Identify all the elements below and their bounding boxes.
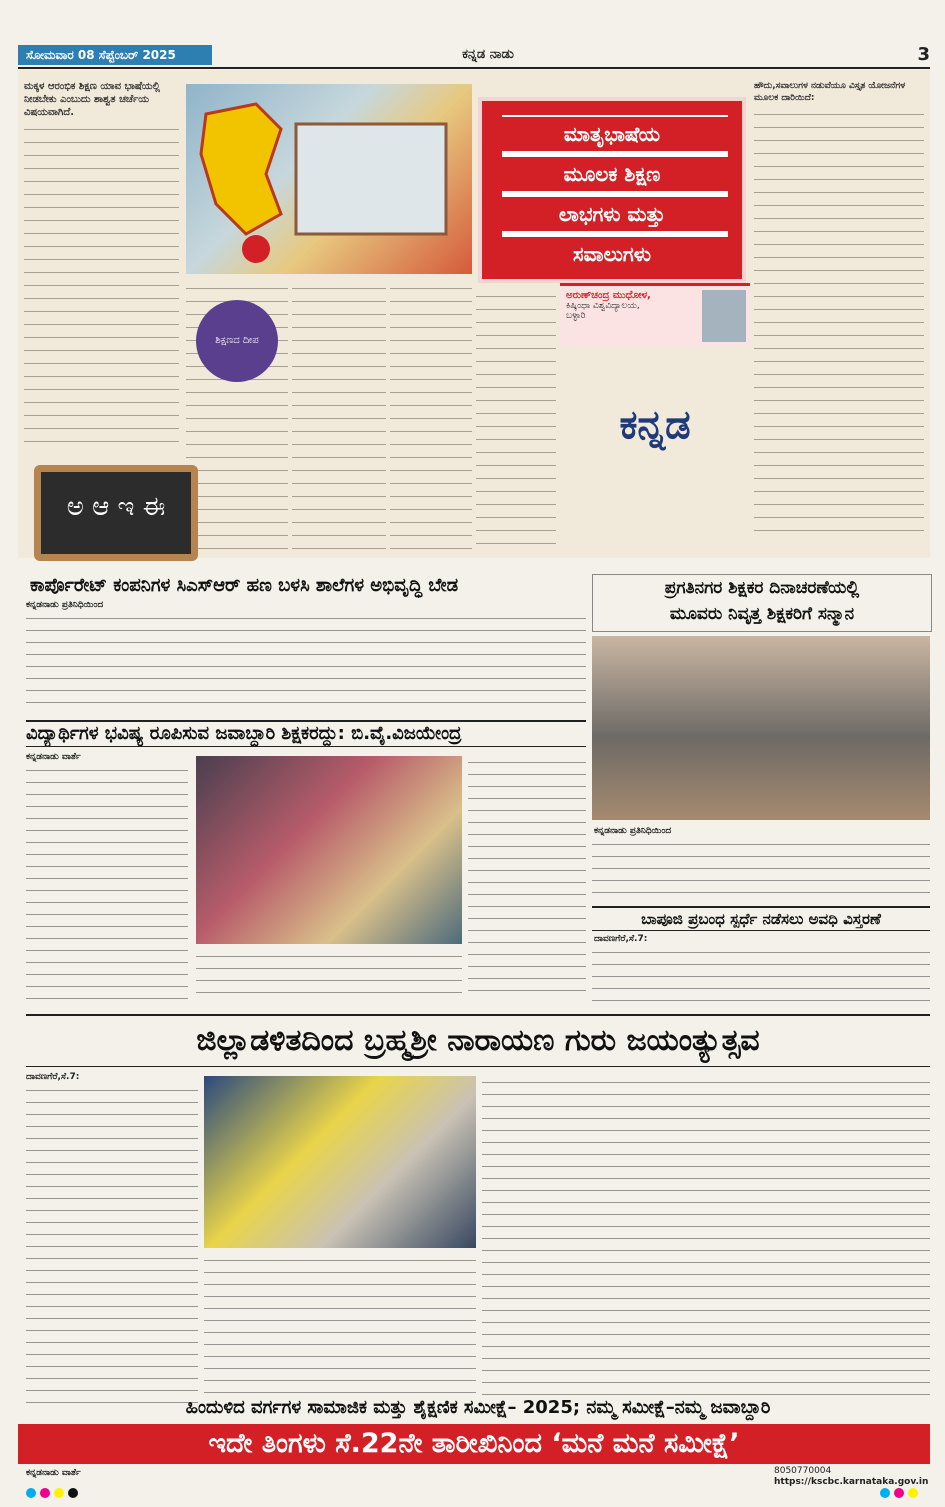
vijayendra-body-col-3 (468, 756, 586, 1002)
page-header (18, 45, 930, 69)
author-box (560, 283, 750, 346)
registration-dot-magenta (40, 1488, 50, 1498)
feature-right-lines (754, 108, 924, 538)
bapuji-dateline: ದಾವಣಗೆರೆ,ಸೆ.7: (594, 934, 648, 944)
feature-title-line-2: ಮೂಲಕ ಶಿಕ್ಷಣ (488, 157, 736, 191)
education-logo (196, 300, 278, 382)
csr-headline: ಕಾರ್ಪೊರೇಟ್ ಕಂಪನಿಗಳ ಸಿಎಸ್‌ಆರ್ ಹಣ ಬಳಸಿ ಶಾಲೆಗಳ ಅಭಿವೃದ್ಧಿ ಬೇಡ (30, 575, 459, 596)
feature-body-lines (24, 123, 179, 453)
bapuji-body (592, 946, 930, 1002)
narayana-body-col-2 (204, 1254, 476, 1404)
narayana-photo (204, 1076, 476, 1248)
classroom-illustration (186, 84, 472, 274)
author-affiliation: ಕಿಷ್ಕಿಂಧಾ ವಿಶ್ವವಿದ್ಯಾಲಯ, (566, 301, 640, 311)
registration-dot-yellow-right (908, 1488, 918, 1498)
page-number: 3 (917, 44, 930, 65)
slate-text: ಅ ಆ ಇ ಈ (66, 492, 166, 522)
feature-intro-text: ಮಕ್ಕಳ ಆರಂಭಿಕ ಶಿಕ್ಷಣ ಯಾವ ಭಾಷೆಯಲ್ಲಿ ನೀಡಬೇಕು ಎಂಬುದು ಶಾಶ್ವತ ಚರ್ಚೆಯ ವಿಷಯವಾಗಿದೆ. (24, 81, 161, 118)
vijayendra-body-col-2 (196, 950, 462, 1002)
feature-column-4 (390, 282, 472, 554)
pragati-body (592, 838, 930, 898)
map-illustration-icon (186, 84, 472, 274)
slate-illustration (34, 465, 198, 561)
logo-text: ಶಿಕ್ಷಣದ ದೀಪ (215, 335, 259, 346)
author-photo (702, 290, 746, 342)
registration-dot-cyan-right (880, 1488, 890, 1498)
registration-dot-magenta-right (894, 1488, 904, 1498)
masthead-brand: ಕನ್ನಡ ನಾಡು (462, 47, 514, 62)
pragati-headline-line-2: ಮೂವರು ನಿವೃತ್ತ ಶಿಕ್ಷಕರಿಗೆ ಸನ್ಮಾನ (669, 604, 855, 624)
pragati-headline-box (592, 574, 932, 632)
feature-title-box (478, 97, 746, 283)
vijayendra-headline: ವಿದ್ಯಾರ್ಥಿಗಳ ಭವಿಷ್ಯ ರೂಪಿಸುವ ಜವಾಬ್ದಾರಿ ಶಿಕ್ಷಕರದ್ದು: ಬಿ.ವೈ.ವಿಜಯೇಂದ್ರ (26, 720, 586, 747)
csr-body (26, 612, 586, 712)
feature-right-heading: ಹೌದು,ಸವಾಲುಗಳ ನಡುವೆಯೂ ವಿಸ್ತೃತ ಯೋಜನೆಗಳ ಮೂಲಕ ದಾರಿಯಿದೆ: (754, 81, 906, 103)
kannada-word-cloud (560, 350, 750, 520)
vijayendra-photo (196, 756, 462, 944)
feature-title-line-3: ಲಾಭಗಳು ಮತ್ತು (488, 197, 736, 231)
survey-banner-line-1: ಹಿಂದುಳಿದ ವರ್ಗಗಳ ಸಾಮಾಜಿಕ ಮತ್ತು ಶೈಕ್ಷಣಿಕ ಸಮೀಕ್ಷೆ– 2025; ನಮ್ಮ ಸಮೀಕ್ಷೆ–ನಮ್ಮ ಜವಾಬ್ದಾರಿ (185, 1397, 771, 1418)
survey-banner-line-2: ಇದೇ ತಿಂಗಳು ಸೆ.22ನೇ ತಾರೀಖಿನಿಂದ ‘ಮನೆ ಮನೆ ಸಮೀಕ್ಷೆ’ (18, 1424, 930, 1464)
kannada-word: ಕನ್ನಡ (619, 402, 691, 448)
registration-dot-yellow (54, 1488, 64, 1498)
csr-dateline: ಕನ್ನಡನಾಡು ಪ್ರತಿನಿಧಿಯಿಂದ (26, 600, 104, 610)
registration-dot-black (68, 1488, 78, 1498)
author-place: ಬಳ್ಳಾರಿ (566, 311, 586, 321)
registration-dot-cyan (26, 1488, 36, 1498)
survey-dateline: ಕನ್ನಡನಾಡು ವಾರ್ತೆ (26, 1468, 81, 1478)
narayana-headline: ಜಿಲ್ಲಾಡಳಿತದಿಂದ ಬ್ರಹ್ಮಶ್ರೀ ನಾರಾಯಣ ಗುರು ಜಯಂತ್ಯುತ್ಸವ (26, 1014, 930, 1067)
narayana-body-col-1 (26, 1084, 198, 1404)
feature-title-line-4: ಸವಾಲುಗಳು (488, 237, 736, 271)
survey-website[interactable]: https://kscbc.karnataka.gov.in (774, 1477, 929, 1487)
pragati-photo (592, 636, 930, 820)
survey-body (26, 1480, 766, 1486)
narayana-dateline: ದಾವಣಗೆರೆ,ಸೆ.7: (26, 1072, 80, 1082)
vijayendra-dateline: ಕನ್ನಡನಾಡು ವಾರ್ತೆ (26, 752, 81, 762)
pragati-dateline: ಕನ್ನಡನಾಡು ಪ್ರತಿನಿಧಿಯಿಂದ (594, 826, 672, 836)
feature-intro-column (24, 80, 179, 460)
feature-column-5 (476, 290, 556, 554)
issue-date: ಸೋಮವಾರ 08 ಸೆಪ್ಟೆಂಬರ್ 2025 (18, 45, 212, 65)
feature-right-column (754, 80, 924, 550)
pragati-headline-line-1: ಪ್ರಗತಿನಗರ ಶಿಕ್ಷಕರ ದಿನಾಚರಣೆಯಲ್ಲಿ (664, 578, 860, 598)
feature-column-3 (292, 282, 386, 554)
feature-title-line-1: ಮಾತೃಭಾಷೆಯ (488, 117, 736, 151)
narayana-body-col-3 (482, 1076, 930, 1404)
survey-phone: 8050770004 (774, 1466, 832, 1476)
author-name: ಅರುಣ್‌ಚಂದ್ರ ಮುಧೋಳ, (566, 290, 651, 301)
vijayendra-body-col-1 (26, 764, 188, 1002)
bapuji-headline: ಬಾಪೂಜಿ ಪ್ರಬಂಧ ಸ್ಪರ್ಧೆ ನಡೆಸಲು ಅವಧಿ ವಿಸ್ತರಣೆ (592, 906, 930, 931)
survey-contact (774, 1466, 930, 1488)
